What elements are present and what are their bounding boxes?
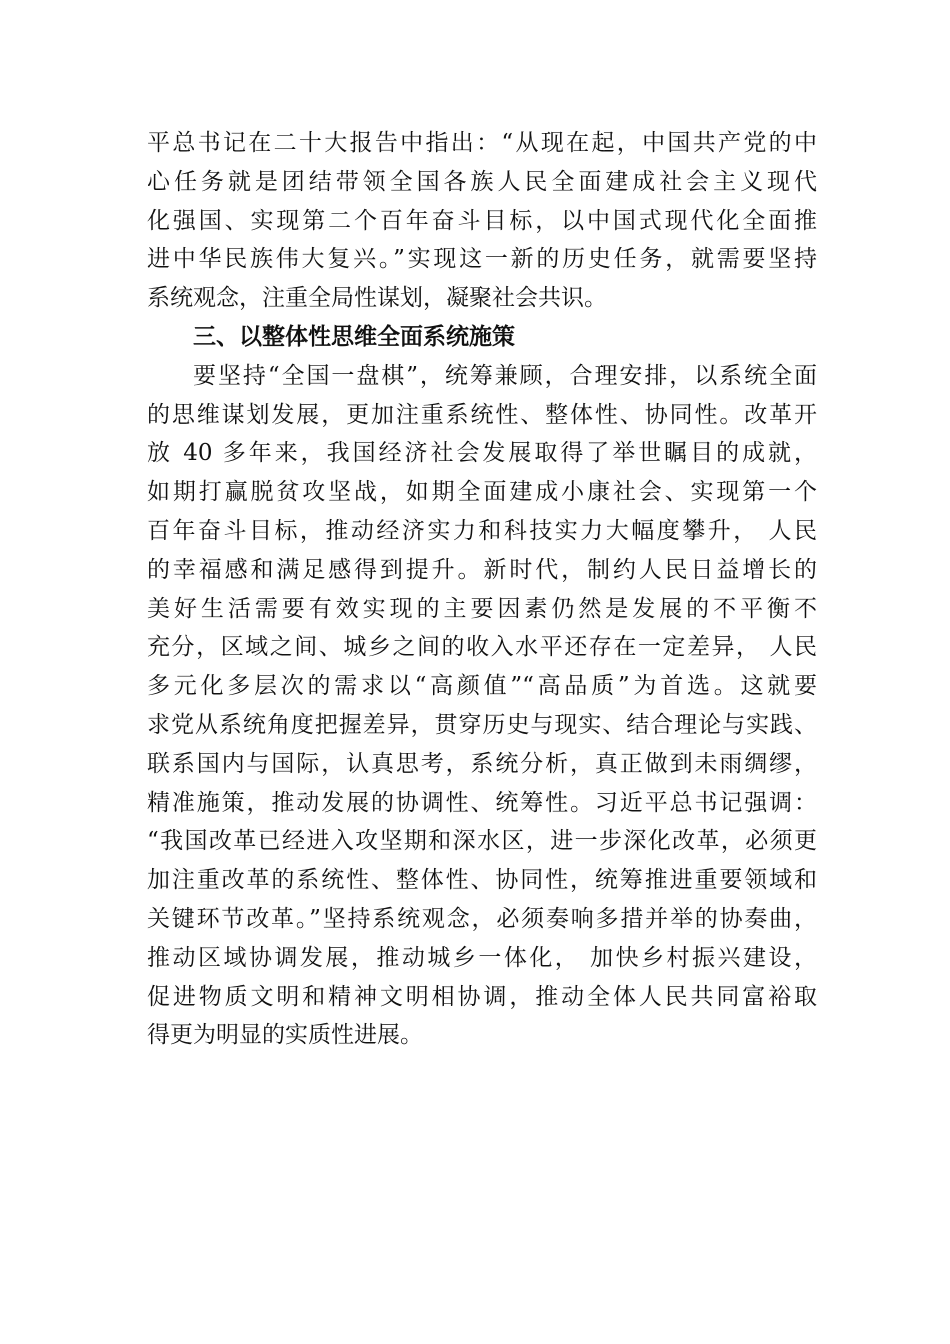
text-line: 百年奋斗目标，推动经济实力和科技实力大幅度攀升， 人民 — [147, 517, 817, 544]
text-line: 平总书记在二十大报告中指出：“从现在起，中国共产党的中 — [147, 130, 817, 156]
text-line: 关键环节改革。”坚持系统观念，必须奏响多措并举的协奏曲， — [147, 905, 817, 932]
text-line: 的思维谋划发展，更加注重系统性、整体性、协同性。改革开 — [147, 401, 817, 428]
text-line: 加注重改革的系统性、整体性、协同性，统筹推进重要领域和 — [147, 867, 817, 894]
text-line: 充分，区域之间、城乡之间的收入水平还存在一定差异， 人民 — [147, 634, 817, 661]
text-line: 促进物质文明和精神文明相协调，推动全体人民共同富裕取 — [147, 983, 817, 1010]
text-line: 精准施策，推动发展的协调性、统筹性。习近平总书记强调： — [147, 789, 817, 816]
text-line: 如期打赢脱贫攻坚战，如期全面建成小康社会、实现第一个 — [147, 479, 817, 506]
text-line: 求党从系统角度把握差异，贯穿历史与现实、结合理论与实践、 — [147, 711, 817, 738]
text-line: 放 40 多年来，我国经济社会发展取得了举世瞩目的成就， — [147, 440, 817, 467]
text-line: 化强国、实现第二个百年奋斗目标，以中国式现代化全面推 — [147, 207, 817, 234]
text-line: 的幸福感和满足感得到提升。新时代，制约人民日益增长的 — [147, 556, 817, 583]
text-line: 得更为明显的实质性进展。 — [147, 1022, 423, 1049]
text-line: 要坚持“全国一盘棋”，统筹兼顾，合理安排，以系统全面 — [193, 362, 817, 389]
text-line: 心任务就是团结带领全国各族人民全面建成社会主义现代 — [147, 168, 817, 195]
text-line: 多元化多层次的需求以“高颜值”“高品质”为首选。这就要 — [147, 673, 817, 700]
text-line: “我国改革已经进入攻坚期和深水区，进一步深化改革，必须更 — [147, 828, 817, 855]
text-line: 联系国内与国际，认真思考，系统分析，真正做到未雨绸缪， — [147, 750, 817, 777]
text-line: 系统观念，注重全局性谋划，凝聚社会共识。 — [147, 285, 607, 312]
section-heading: 三、以整体性思维全面系统施策 — [193, 323, 515, 350]
text-line: 进中华民族伟大复兴。”实现这一新的历史任务，就需要坚持 — [147, 246, 817, 273]
text-line: 推动区域协调发展，推动城乡一体化， 加快乡村振兴建设， — [147, 944, 817, 971]
text-line: 美好生活需要有效实现的主要因素仍然是发展的不平衡不 — [147, 595, 817, 622]
body-text — [147, 124, 817, 1055]
